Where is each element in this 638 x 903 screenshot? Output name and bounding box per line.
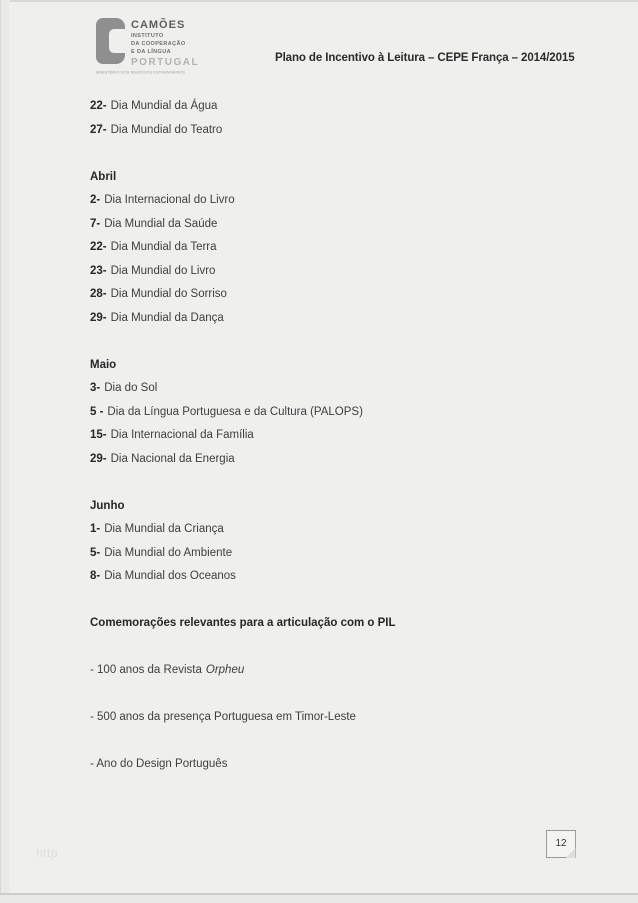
logo-line-lingua: E DA LÍNGUA: [131, 48, 171, 55]
calendar-item: [90, 260, 570, 284]
item-label: Dia Internacional da Família: [110, 429, 254, 441]
item-day: 27-: [90, 123, 107, 136]
item-day: 29-: [90, 452, 107, 465]
watermark-text: http: [36, 846, 59, 860]
calendar-item: [90, 307, 570, 331]
month-heading-junho: Junho: [90, 499, 125, 512]
camoes-logo: [96, 18, 240, 77]
item-day: 8-: [90, 570, 101, 582]
item-label: Dia Mundial do Ambiente: [104, 546, 233, 559]
articulation-heading: Comemorações relevantes para a articulação com o PIL: [90, 617, 396, 629]
item-label: Dia Mundial do Livro: [110, 264, 216, 277]
item-label: Dia Nacional da Energia: [110, 452, 235, 465]
calendar-item: [90, 377, 570, 401]
item-day: 3-: [90, 382, 101, 394]
item-label: Dia Mundial dos Oceanos: [104, 570, 236, 582]
calendar-item: [90, 518, 570, 542]
calendar-item: [90, 424, 570, 448]
articulation-note: [90, 659, 570, 683]
calendar-item: [90, 213, 570, 237]
item-label: Dia Mundial da Saúde: [104, 217, 218, 230]
logo-name: CAMÕES: [131, 19, 186, 31]
page-curl-icon: [566, 848, 576, 858]
item-day: 22-: [90, 241, 107, 253]
item-day: 29-: [90, 311, 107, 324]
calendar-item: [90, 401, 570, 425]
item-day: 15-: [90, 429, 107, 441]
calendar-item: [90, 542, 570, 566]
item-label: Dia Mundial do Sorriso: [110, 288, 227, 300]
calendar-item: [90, 189, 570, 213]
item-label: Dia do Sol: [104, 382, 158, 394]
item-label: Dia Internacional do Livro: [104, 194, 235, 206]
calendar-item: [90, 236, 570, 260]
calendar-item: [90, 119, 570, 143]
item-label: Dia Mundial da Dança: [110, 311, 224, 324]
note-text: - 500 anos da presença Portuguesa em Timor-Leste: [90, 711, 356, 723]
calendar-item: [90, 565, 570, 589]
articulation-note: [90, 706, 570, 730]
articulation-note: [90, 753, 570, 777]
camoes-c-icon: [96, 18, 125, 64]
item-day: 7-: [90, 217, 101, 230]
note-text: - 100 anos da Revista: [90, 664, 202, 676]
scan-edge-left: [0, 0, 10, 903]
calendar-item: [90, 283, 570, 307]
item-day: 2-: [90, 194, 101, 206]
item-day: 23-: [90, 264, 107, 277]
month-heading-maio: Maio: [90, 358, 117, 371]
item-day: 22-: [90, 100, 107, 112]
item-day: 5 -: [90, 405, 104, 418]
page-number-box: [546, 830, 576, 858]
page-number: 12: [555, 838, 567, 849]
scan-edge-bottom: [0, 893, 638, 903]
logo-line-instituto: INSTITUTO: [131, 32, 164, 39]
item-label: Dia Mundial da Criança: [104, 523, 224, 535]
calendar-item: [90, 95, 570, 119]
logo-country: PORTUGAL: [131, 57, 200, 68]
item-label: Dia Mundial do Teatro: [110, 123, 223, 136]
item-label: Dia Mundial da Água: [110, 100, 218, 112]
item-day: 1-: [90, 523, 101, 535]
calendar-content: [90, 95, 570, 777]
item-label: Dia Mundial da Terra: [110, 241, 217, 253]
note-text: - Ano do Design Português: [90, 758, 228, 770]
logo-ministry-line: MINISTÉRIO DOS NEGÓCIOS ESTRANGEIROS: [96, 71, 186, 75]
logo-line-cooperacao: DA COOPERAÇÃO: [131, 40, 186, 47]
month-heading-abril: Abril: [90, 170, 117, 183]
item-label: Dia da Língua Portuguesa e da Cultura (PALOPS): [107, 405, 363, 418]
item-day: 5-: [90, 546, 101, 559]
note-italic: Orpheu: [205, 664, 245, 676]
item-day: 28-: [90, 288, 107, 300]
document-title: Plano de Incentivo à Leitura – CEPE França – 2014/2015: [275, 52, 575, 64]
calendar-item: [90, 448, 570, 472]
